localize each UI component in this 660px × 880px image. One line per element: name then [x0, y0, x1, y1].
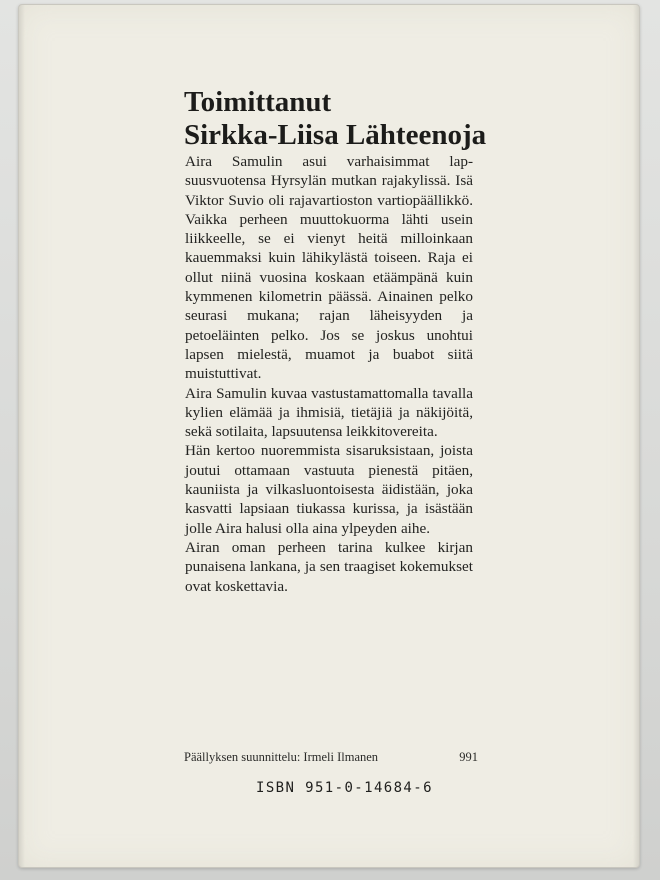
catalog-code: 991: [459, 750, 478, 764]
editor-name: Sirkka-Liisa Lähteenoja: [184, 119, 487, 151]
blurb-paragraph-3: Hän kertoo nuoremmista sisaruksistaan, joista joutui ottamaan vastuuta pienestä pitäen, kauniista ja vilkasluontoisesta äidistään, joka kasvatti lapsiaan tiukassa kurissa, ja isästään jolle Aira halusi olla aina ylpeyden aihe.: [185, 442, 473, 537]
editor-heading-line1: Toimittanut: [184, 86, 332, 118]
cover-design-credit: Päällyksen suunnittelu: Irmeli Ilmanen: [184, 750, 379, 764]
blurb-paragraph-2: Aira Samulin kuvaa vastustamattomalla tavalla kylien elämää ja ihmisiä, tietäjiä ja näkijöitä, sekä sotilaita, lapsuutensa leikkitovereita.: [185, 384, 473, 441]
blurb-text: [185, 152, 473, 596]
blurb-paragraph-4: Airan oman perheen tarina kulkee kirjan punaisena lankana, ja sen traagiset kokemukset ovat koskettavia.: [185, 538, 473, 595]
isbn-number: ISBN 951-0-14684-6: [256, 780, 433, 796]
footer-credit-row: [184, 750, 478, 765]
cover-edge-right: [633, 5, 639, 867]
blurb-paragraph-1: Aira Samulin asui varhaisimmat lapsuusvuotensa Hyrsylän mutkan rajakylissä. Isä Viktor Suvio oli rajavartioston vartiopäällikkö. Vaikka perheen muuttokuorma lähti usein liikkeelle, se ei vienyt heitä milloinkaan kauemmaksi kuin lähikylästä toiseen. Raja ei ollut niinä vuosina koskaan etäämpänä kuin kymmenen kilometrin päässä. Ainainen pelko seurasi mukana; rajan läheisyyden ja petoeläinten pelko. Jos se joskus unohtui lapsen mielestä, muamot ja buabot siitä muistuttivat.: [185, 153, 473, 383]
cover-edge-left: [19, 5, 25, 867]
editor-heading: [184, 86, 604, 152]
